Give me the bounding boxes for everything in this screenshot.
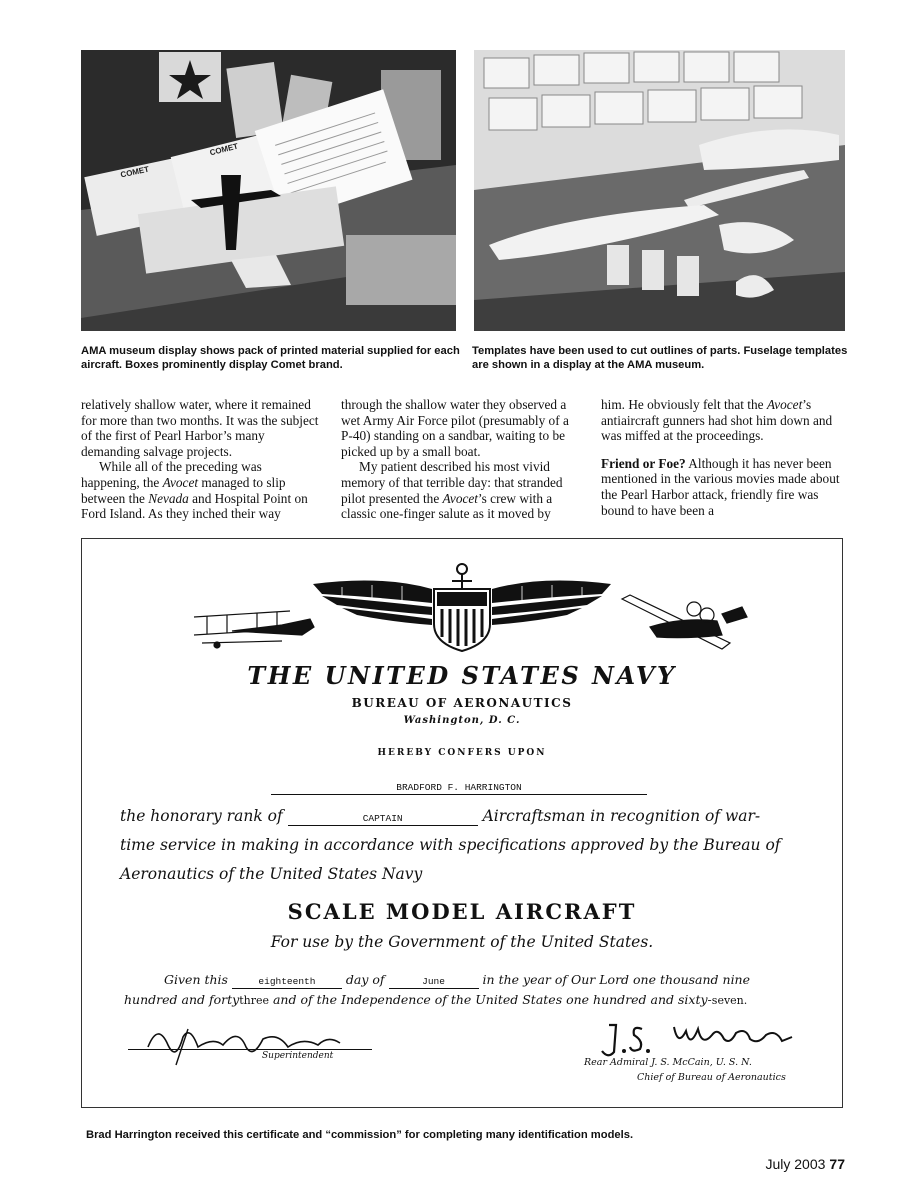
rank-line: the honorary rank of CAPTAIN Aircraftsman in recognition of war- xyxy=(120,807,761,825)
col1-paragraph-2: While all of the preceding was happening, the Avocet managed to slip between the Nevada and Hospital Point on Ford Island. As they inched their way xyxy=(81,459,308,522)
col2-paragraph-2: My patient described his most vivid memory of that terrible day: that stranded pilot presented the Avocet’s crew with a classic one-finger salute as it moved by xyxy=(341,459,563,522)
day-value: eighteenth xyxy=(232,976,342,989)
navy-certificate xyxy=(81,538,843,1108)
signature-chief xyxy=(594,1017,824,1062)
photo-templates xyxy=(474,50,845,331)
seaplane-icon xyxy=(622,595,747,649)
box-label-comet-2: COMET xyxy=(208,141,240,158)
page-footer xyxy=(765,1156,845,1172)
chief-title: Chief of Bureau of Aeronautics xyxy=(637,1072,786,1083)
col3-paragraph-2: Friend or Foe? Although it has never been mentioned in the various movies made about the Pearl Harbor attack, friendly fire was bound to have been a xyxy=(601,455,840,518)
photo-museum-display xyxy=(81,50,456,331)
caption-certificate: Brad Harrington received this certificate and “commission” for completing many identification models. xyxy=(86,1129,634,1141)
independence-year: seven. xyxy=(711,994,748,1007)
year-word: three xyxy=(239,994,269,1007)
certificate-item: SCALE MODEL AIRCRAFT xyxy=(287,899,637,924)
certificate-title: THE UNITED STATES NAVY xyxy=(247,661,677,690)
article-column-1 xyxy=(81,397,319,522)
biplane-icon xyxy=(194,611,314,648)
caption-left: AMA museum display shows pack of printed material supplied for each aircraft. Boxes prominently display Comet brand. xyxy=(81,345,460,371)
signature-superintendent xyxy=(128,1017,388,1067)
page-number: 77 xyxy=(829,1156,845,1172)
wings-emblem xyxy=(82,539,842,659)
signature-line-left xyxy=(128,1049,372,1050)
col2-paragraph-1: through the shallow water they observed a wet Army Air Force pilot (presumably of a P-40) standing on a sandbar, waiting to be picked up by a small boat. xyxy=(341,397,569,459)
article-column-3 xyxy=(601,397,845,518)
certificate-location: Washington, D. C. xyxy=(403,715,521,726)
rank-value: CAPTAIN xyxy=(288,813,478,826)
certificate-bureau: BUREAU OF AERONAUTICS xyxy=(351,696,573,710)
recipient-name: BRADFORD F. HARRINGTON xyxy=(271,781,647,795)
given-line: Given this eighteenth day of June in the year of Our Lord one thousand nine xyxy=(164,972,751,987)
chief-name: Rear Admiral J. S. McCain, U. S. N. xyxy=(584,1057,752,1068)
service-line: time service in making in accordance with specifications approved by the Bureau of xyxy=(120,836,781,854)
issue-date: July 2003 xyxy=(765,1156,826,1172)
subhead-friend-or-foe: Friend or Foe? xyxy=(601,455,686,471)
month-value: June xyxy=(389,976,479,989)
col1-paragraph-1: relatively shallow water, where it remained for more than two months. It was the subject of the first of Pearl Harbor’s many demanding salvage projects. xyxy=(81,397,319,459)
year-line: hundred and fortythree and of the Independence of the United States one hundred and sixty-seven. xyxy=(124,992,748,1007)
for-use-line: For use by the Government of the United States. xyxy=(270,933,654,951)
superintendent-title: Superintendent xyxy=(262,1051,334,1061)
aeronautics-line: Aeronautics of the United States Navy xyxy=(120,865,423,883)
caption-right: Templates have been used to cut outlines of parts. Fuselage templates are shown in a display at the AMA museum. xyxy=(472,345,848,371)
certificate-confers: HEREBY CONFERS UPON xyxy=(377,748,547,758)
col3-paragraph-1: him. He obviously felt that the Avocet’s antiaircraft gunners had shot him down and was miffed at the proceedings. xyxy=(601,397,833,444)
article-column-2 xyxy=(341,397,581,522)
box-label-comet-1: COMET xyxy=(119,164,150,180)
